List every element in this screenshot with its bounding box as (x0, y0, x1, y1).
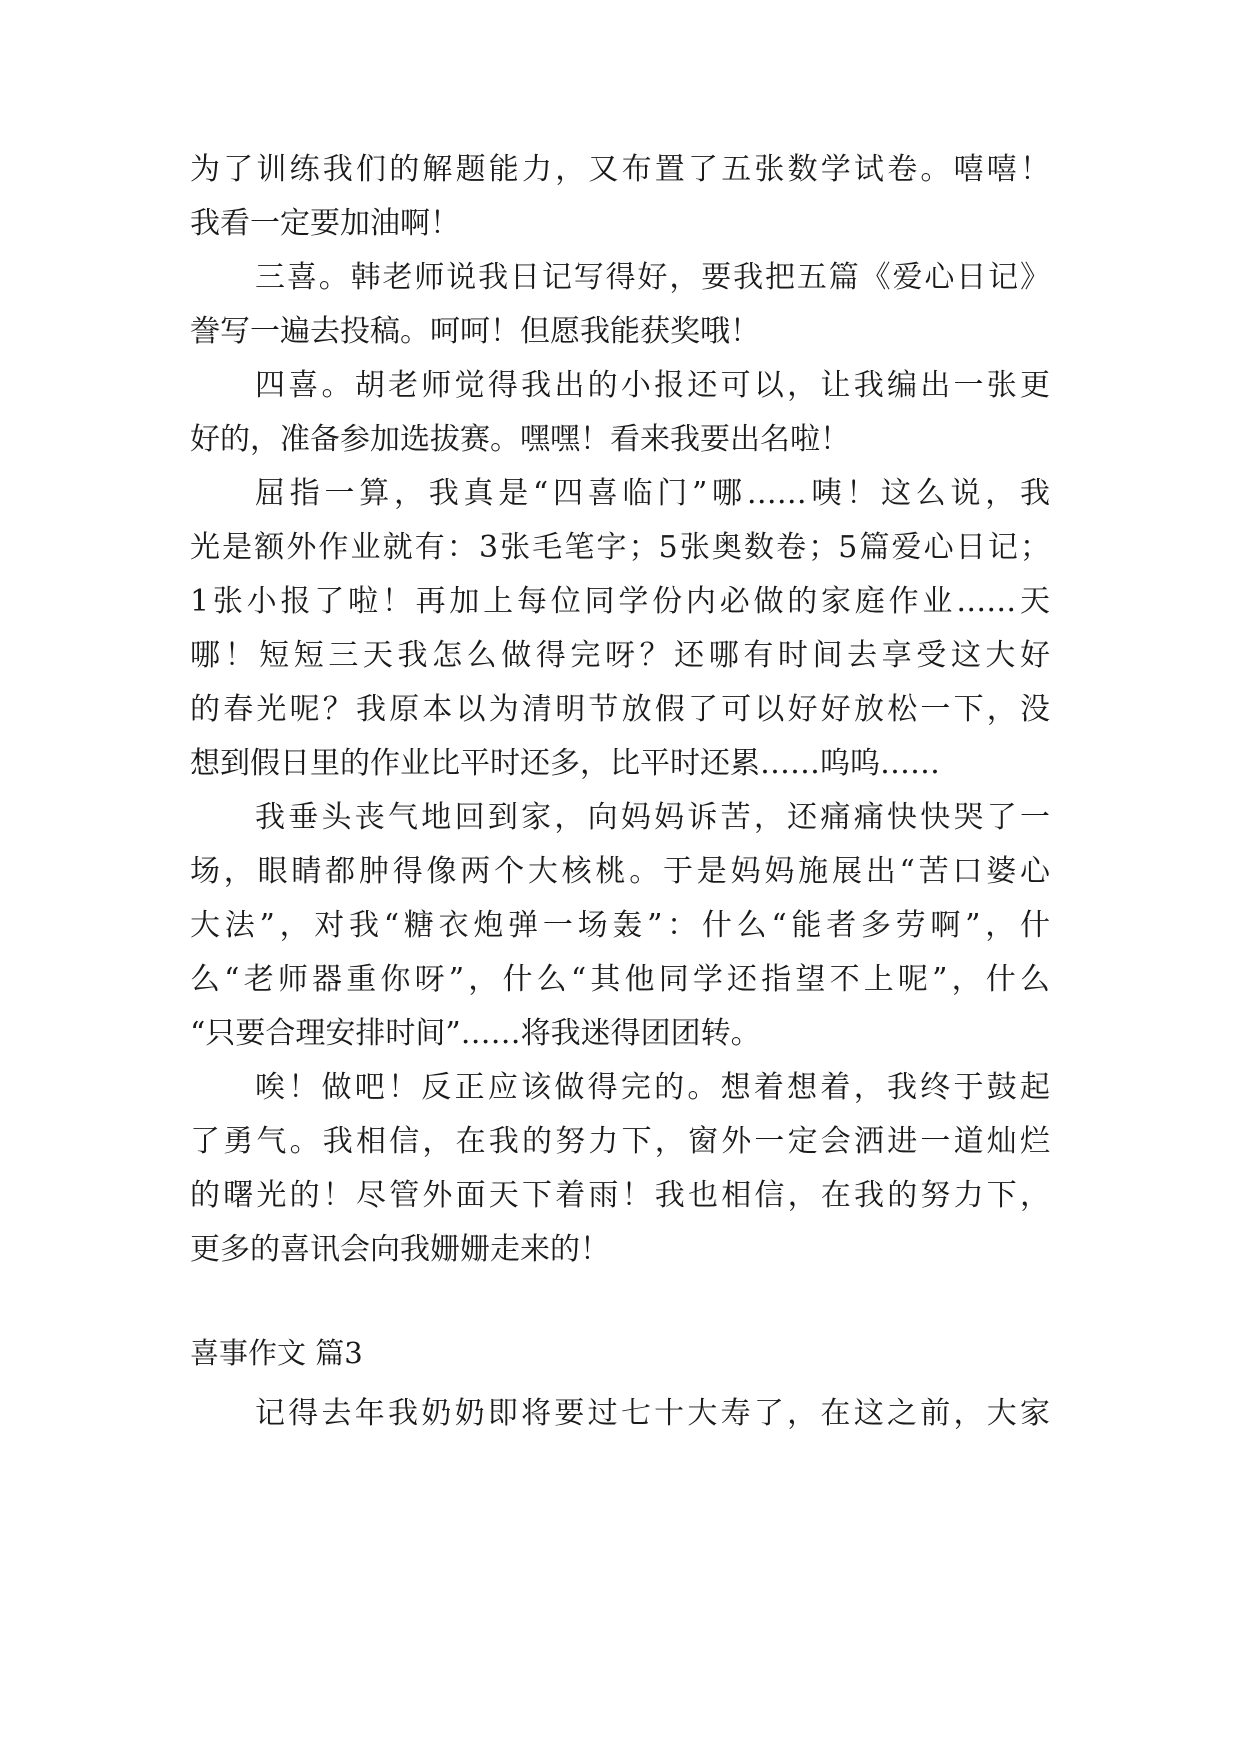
text-line: 么“老师器重你呀”，什么“其他同学还指望不上呢”，什么 (190, 962, 1050, 997)
text-line: 唉！做吧！反正应该做得完的。想着想着，我终于鼓起 (255, 1070, 1050, 1105)
text-line: 的春光呢？我原本以为清明节放假了可以好好放松一下，没 (190, 692, 1050, 727)
text-line: 我垂头丧气地回到家，向妈妈诉苦，还痛痛快快哭了一 (255, 800, 1050, 835)
text-line: 屈指一算，我真是“四喜临门”哪……咦！这么说，我 (255, 476, 1050, 511)
text-line: 1张小报了啦！再加上每位同学份内必做的家庭作业……天 (190, 584, 1050, 619)
text-line: 为了训练我们的解题能力，又布置了五张数学试卷。嘻嘻！ (190, 152, 1050, 187)
text-line: 好的，准备参加选拔赛。嘿嘿！看来我要出名啦！ (190, 422, 850, 457)
text-line: 大法”，对我“糖衣炮弹一场轰”：什么“能者多劳啊”，什 (190, 908, 1050, 943)
text-line: 了勇气。我相信，在我的努力下，窗外一定会洒进一道灿烂 (190, 1124, 1050, 1159)
text-line: 三喜。韩老师说我日记写得好，要我把五篇《爱心日记》 (255, 260, 1050, 295)
section-heading: 喜事作文 篇3 (190, 1336, 363, 1370)
text-line: 我看一定要加油啊！ (190, 206, 460, 241)
text-line: 场，眼睛都肿得像两个大核桃。于是妈妈施展出“苦口婆心 (190, 854, 1050, 889)
text-line: 光是额外作业就有：3张毛笔字；5张奥数卷；5篇爱心日记； (190, 530, 1050, 565)
text-line: 哪！短短三天我怎么做得完呀？还哪有时间去享受这大好 (190, 638, 1050, 673)
text-line: 的曙光的！尽管外面天下着雨！我也相信，在我的努力下， (190, 1178, 1050, 1213)
text-line: 想到假日里的作业比平时还多，比平时还累……呜呜…… (190, 746, 940, 781)
text-line: 誊写一遍去投稿。呵呵！但愿我能获奖哦！ (190, 314, 760, 349)
text-line: 记得去年我奶奶即将要过七十大寿了，在这之前，大家 (255, 1396, 1050, 1431)
text-line: “只要合理安排时间”……将我迷得团团转。 (190, 1016, 761, 1051)
text-line: 四喜。胡老师觉得我出的小报还可以，让我编出一张更 (255, 368, 1050, 403)
text-line: 更多的喜讯会向我姗姗走来的！ (190, 1232, 610, 1267)
